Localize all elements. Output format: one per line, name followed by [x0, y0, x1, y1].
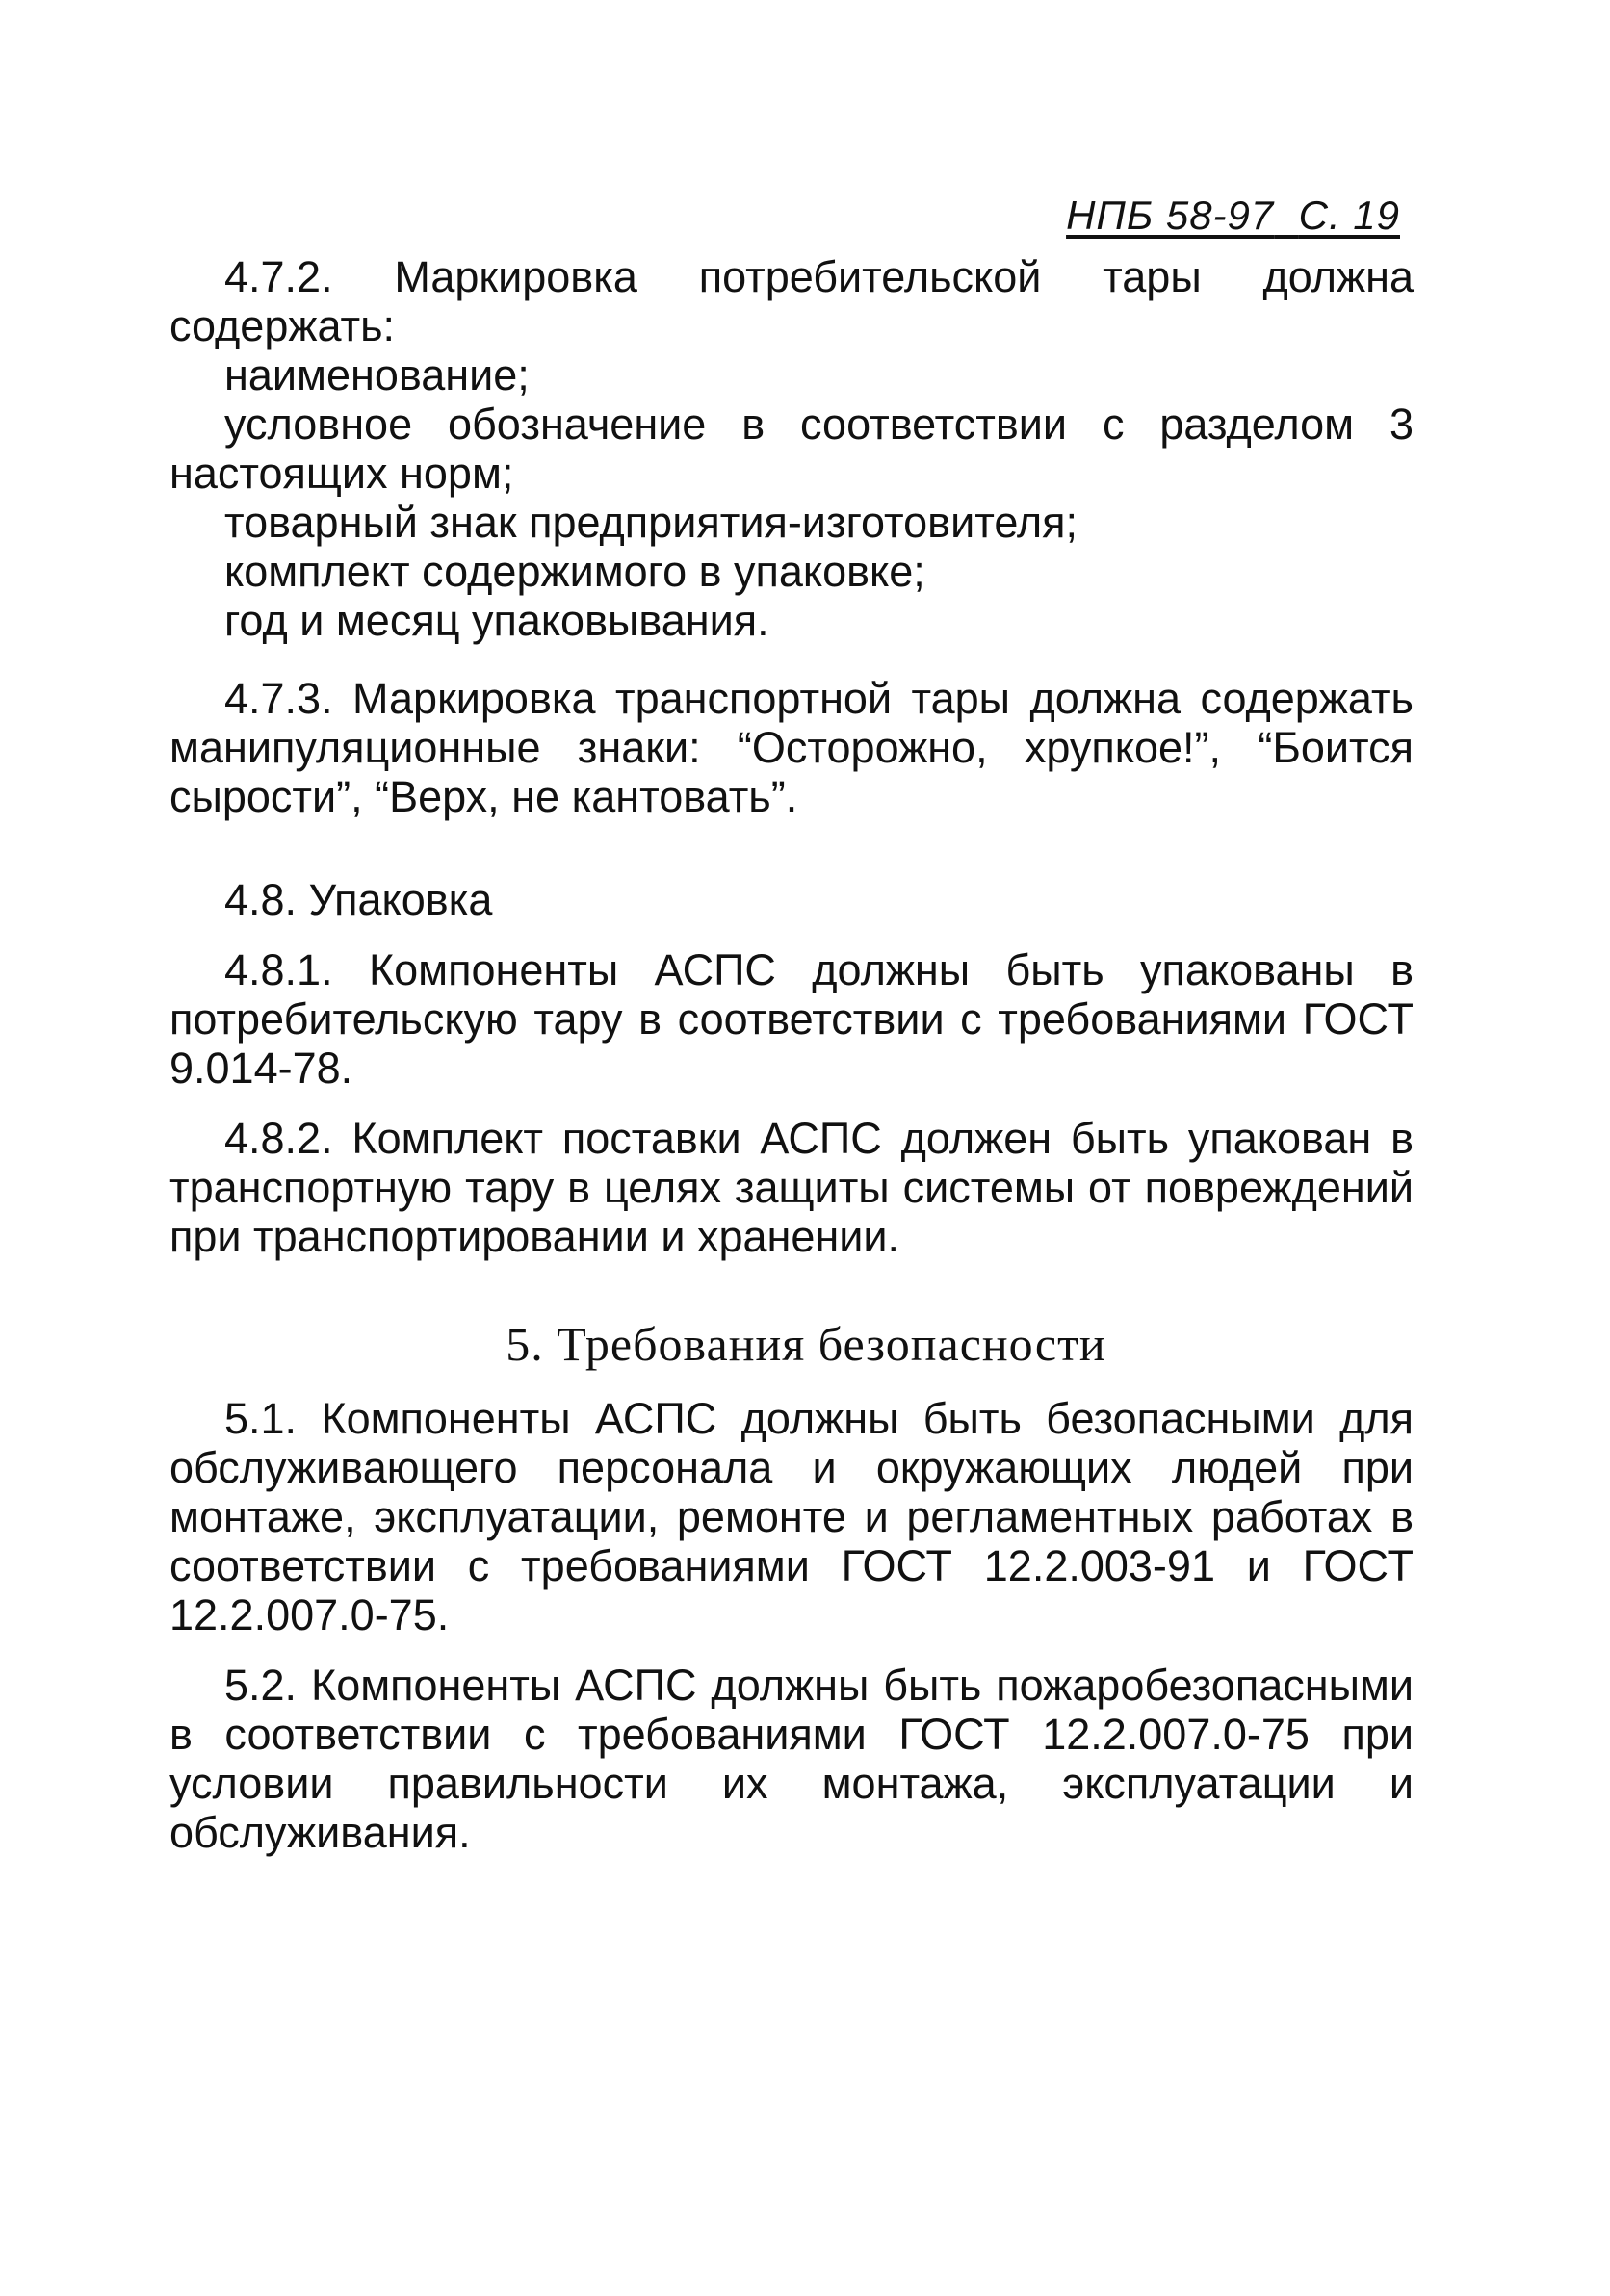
- header-page-number: С. 19: [1298, 193, 1400, 238]
- paragraph-4-7-2: 4.7.2. Маркировка потребительской тары должна содержать:: [169, 252, 1414, 350]
- page-header: [1066, 193, 1400, 239]
- header-doc-ref: НПБ 58-97: [1066, 193, 1275, 238]
- paragraph-5-1: 5.1. Компоненты АСПС должны быть безопасными для обслуживающего персонала и окружающих людей при монтаже, эксплуатации, ремонте и регламентных работах в соответствии с требованиями ГОСТ 12.2.003-91 и ГОСТ 12.2.007.0-75.: [169, 1394, 1414, 1639]
- list-item: год и месяц упаковывания.: [224, 596, 769, 645]
- heading-4-8: 4.8. Упаковка: [224, 875, 493, 924]
- paragraph-4-7-3: 4.7.3. Маркировка транспортной тары должна содержать манипуляционные знаки: “Осторожно, хрупкое!”, “Боится сырости”, “Верх, не кантовать”.: [169, 674, 1414, 821]
- page-content: [169, 252, 1414, 1857]
- list-item: товарный знак предприятия-изготовителя;: [224, 498, 1078, 547]
- paragraph-4-8-1: 4.8.1. Компоненты АСПС должны быть упакованы в потребительскую тару в соответствии с требованиями ГОСТ 9.014-78.: [169, 945, 1414, 1093]
- section-title-5: 5. Требования безопасности: [506, 1317, 1106, 1371]
- list-item: условное обозначение в соответствии с разделом 3 настоящих норм;: [169, 400, 1414, 498]
- paragraph-5-2: 5.2. Компоненты АСПС должны быть пожаробезопасными в соответствии с требованиями ГОСТ 12.2.007.0-75 при условии правильности их монтажа, эксплуатации и обслуживания.: [169, 1661, 1414, 1857]
- list-item: комплект содержимого в упаковке;: [224, 547, 925, 596]
- paragraph-4-8-2: 4.8.2. Комплект поставки АСПС должен быть упакован в транспортную тару в целях защиты системы от повреждений при транспортировании и хранении.: [169, 1114, 1414, 1261]
- list-item: наименование;: [224, 350, 530, 400]
